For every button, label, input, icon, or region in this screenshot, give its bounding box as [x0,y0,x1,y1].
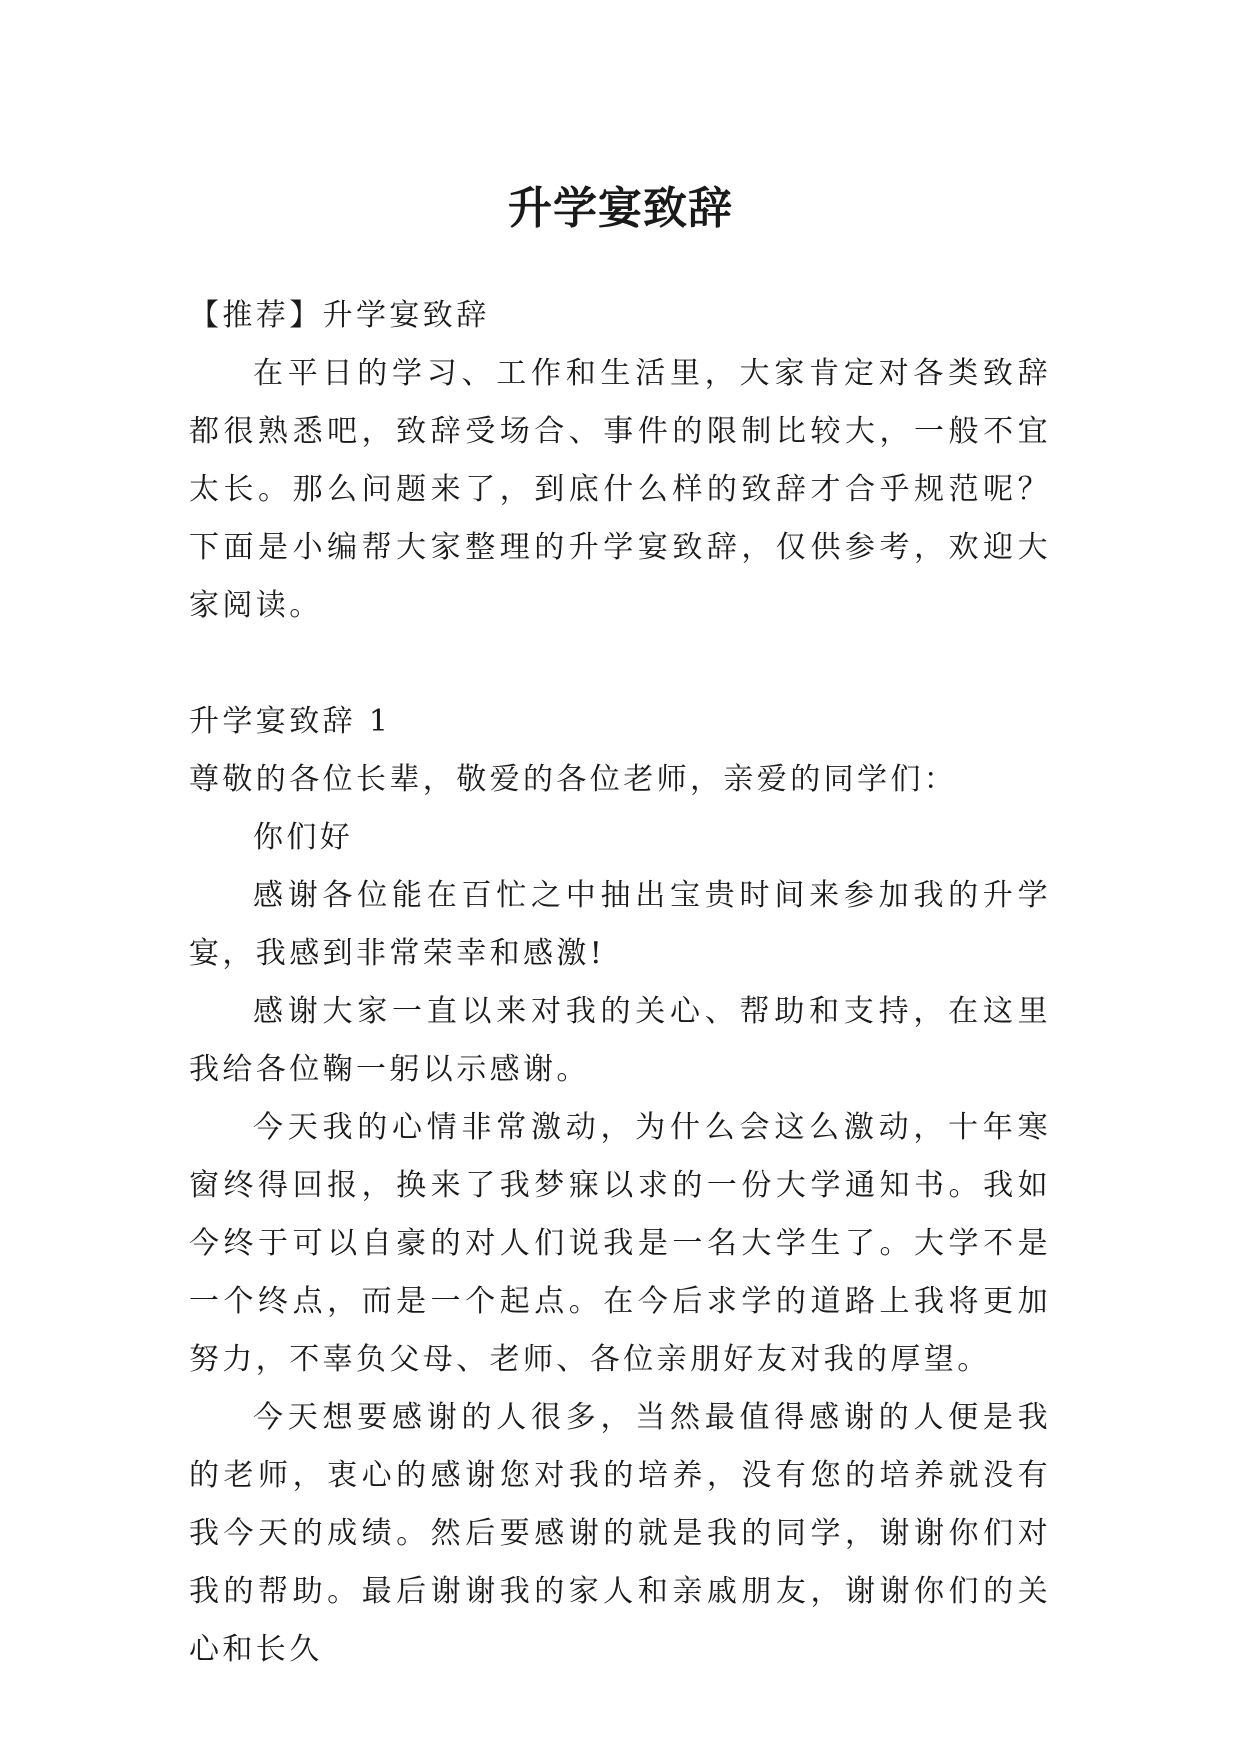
document-title: 升学宴致辞 [508,183,733,235]
document-body [189,287,1051,1679]
greeting: 你们好 [253,820,354,855]
body-paragraph: 感谢各位能在百忙之中抽出宝贵时间来参加我的升学宴，我感到非常荣幸和感激! [189,878,1051,971]
intro-paragraph: 在平日的学习、工作和生活里，大家肯定对各类致辞都很熟悉吧，致辞受场合、事件的限制比较大，一般不宜太长。那么问题来了，到底什么样的致辞才合乎规范呢？下面是小编帮大家整理的升学宴致辞，仅供参考，欢迎大家阅读。 [189,356,1051,623]
section-heading: 升学宴致辞 1 [189,704,392,739]
body-paragraph: 今天想要感谢的人很多，当然最值得感谢的人便是我的老师，衷心的感谢您对我的培养，没有您的培养就没有我今天的成绩。然后要感谢的就是我的同学，谢谢你们对我的帮助。最后谢谢我的家人和亲戚朋友，谢谢你们的关心和长久 [189,1400,1051,1667]
salutation: 尊敬的各位长辈，敬爱的各位老师，亲爱的同学们： [189,762,958,797]
body-paragraph: 感谢大家一直以来对我的关心、帮助和支持，在这里我给各位鞠一躬以示感谢。 [189,994,1051,1087]
section-spacer [189,635,1051,693]
recommend-line: 【推荐】升学宴致辞 [189,298,490,333]
body-paragraph: 今天我的心情非常激动，为什么会这么激动，十年寒窗终得回报，换来了我梦寐以求的一份大学通知书。我如今终于可以自豪的对人们说我是一名大学生了。大学不是一个终点，而是一个起点。在今后求学的道路上我将更加努力，不辜负父母、老师、各位亲朋好友对我的厚望。 [189,1110,1051,1377]
